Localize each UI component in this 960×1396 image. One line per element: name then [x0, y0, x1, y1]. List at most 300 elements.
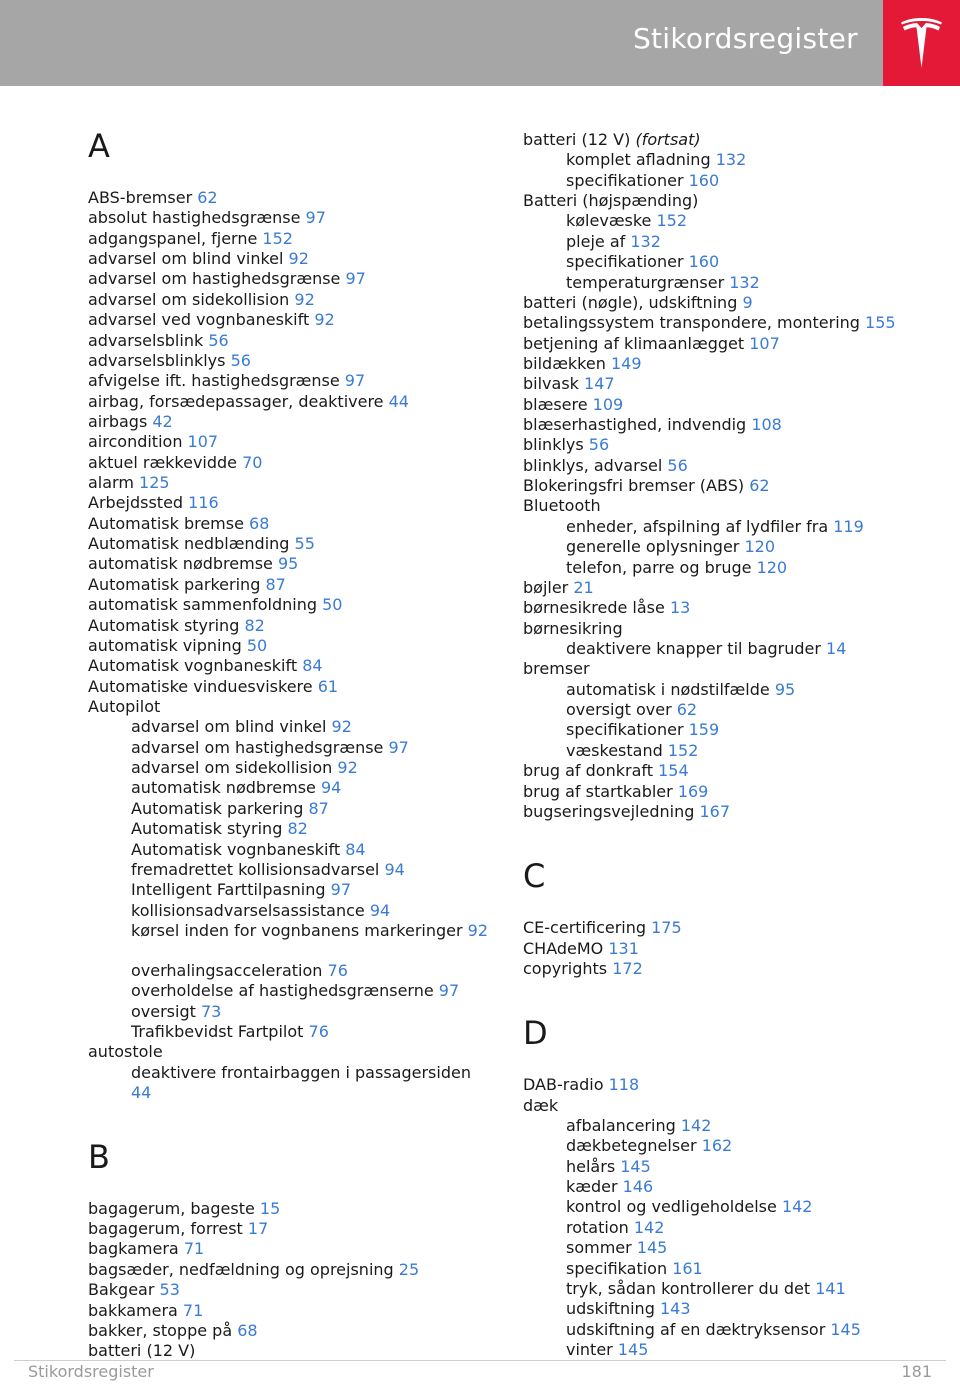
index-subentry — [131, 860, 405, 880]
page-reference-link[interactable]: 61 — [317, 676, 339, 696]
index-term: advarsel om hastighedsgrænse — [131, 737, 384, 757]
index-term: afvigelse ift. hastighedsgrænse — [88, 371, 340, 391]
index-entry — [523, 496, 601, 516]
index-term: automatisk nødbremse — [131, 778, 316, 798]
page-reference-link[interactable]: 142 — [633, 1217, 665, 1237]
page-reference-link[interactable]: 53 — [159, 1280, 180, 1300]
page-reference-link[interactable]: 62 — [676, 700, 698, 720]
index-entry — [523, 476, 770, 496]
index-term: afbalancering — [566, 1116, 676, 1136]
page-reference-link[interactable]: 13 — [669, 598, 691, 618]
index-term: Intelligent Farttilpasning — [131, 880, 326, 900]
index-term: væskestand — [566, 740, 663, 760]
index-term: Batteri (højspænding) — [523, 191, 699, 211]
index-term: dækbetegnelser — [566, 1136, 697, 1156]
index-term: specifikationer — [566, 720, 684, 740]
page-reference-link[interactable]: 125 — [139, 473, 170, 493]
index-term: Automatiske vinduesviskere — [88, 676, 313, 696]
page-reference-link[interactable]: 154 — [658, 761, 689, 781]
index-entry — [88, 1260, 419, 1280]
index-entry — [88, 534, 315, 554]
index-term: CHAdeMO — [523, 938, 604, 958]
index-entry — [88, 208, 326, 228]
index-term: bagagerum, forrest — [88, 1219, 243, 1239]
index-term: blæserhastighed, indvendig — [523, 415, 747, 435]
index-term: batteri (nøgle), udskiftning — [523, 292, 738, 312]
index-entry — [523, 1075, 639, 1095]
index-term: Automatisk vognbaneskift — [131, 839, 341, 859]
index-entry — [523, 782, 708, 802]
index-term: adgangspanel, fjerne — [88, 228, 258, 248]
index-subentry — [566, 1340, 648, 1360]
index-subentry — [566, 150, 746, 170]
index-entry — [88, 514, 269, 534]
page-reference-link[interactable]: 92 — [331, 717, 352, 737]
index-subentry — [566, 252, 719, 272]
index-entry — [88, 371, 365, 391]
page-reference-link[interactable]: 131 — [608, 938, 639, 958]
page-reference-link[interactable]: 152 — [656, 211, 688, 231]
page-reference-link[interactable]: 9 — [742, 292, 753, 312]
page-reference-link[interactable]: 92 — [467, 920, 489, 940]
index-subentry — [131, 1002, 221, 1022]
page-reference-link[interactable]: 92 — [337, 758, 358, 778]
index-term: airbag, forsædepassager, deaktivere — [88, 391, 384, 411]
footer-page-number: 181 — [901, 1362, 932, 1381]
index-term: copyrights — [523, 958, 608, 978]
tesla-logo-icon — [899, 14, 944, 70]
footer-divider — [14, 1360, 946, 1361]
index-entry — [523, 959, 643, 979]
page-reference-link[interactable]: 159 — [688, 720, 720, 740]
index-subentry — [566, 171, 719, 191]
index-term: temperaturgrænser — [566, 272, 725, 292]
index-entry — [88, 392, 409, 412]
index-term: Arbejdssted — [88, 493, 184, 513]
index-subentry — [566, 1197, 812, 1217]
index-entry — [88, 331, 229, 351]
index-letter-heading: C — [523, 857, 546, 896]
page-reference-link[interactable]: 119 — [833, 516, 864, 536]
page-reference-link[interactable]: 146 — [622, 1177, 654, 1197]
index-entry — [88, 1199, 280, 1219]
index-entry — [523, 761, 689, 781]
page-reference-link[interactable]: 44 — [388, 391, 409, 411]
index-term: fremadrettet kollisionsadvarsel — [131, 859, 380, 879]
index-term: absolut hastighedsgrænse — [88, 208, 301, 228]
index-subentry — [566, 639, 846, 659]
index-entry — [88, 249, 309, 269]
index-term: vinter — [566, 1340, 613, 1359]
index-letter-heading: A — [88, 127, 110, 165]
index-subentry — [566, 1320, 861, 1340]
index-term: tryk, sådan kontrollerer du det — [566, 1278, 811, 1298]
index-entry — [523, 435, 609, 455]
index-entry — [523, 802, 730, 822]
page-reference-link[interactable]: 107 — [187, 432, 219, 452]
brand-logo — [883, 0, 960, 86]
index-term: bilvask — [523, 374, 579, 394]
page-reference-link[interactable]: 132 — [715, 150, 747, 170]
index-term: dæk — [523, 1095, 559, 1115]
page-reference-link[interactable]: 160 — [688, 252, 720, 272]
index-entry — [523, 191, 698, 211]
index-term: kørsel inden for vognbanens markeringer — [131, 920, 463, 940]
index-subentry — [566, 558, 787, 578]
index-subentry — [566, 680, 795, 700]
page-reference-link[interactable]: 68 — [237, 1320, 258, 1340]
index-entry — [523, 456, 688, 476]
index-term: Automatisk nedblænding — [88, 534, 290, 554]
page-reference-link[interactable]: 25 — [398, 1259, 420, 1279]
index-term: bugseringsvejledning — [523, 801, 695, 821]
index-term: advarsel om blind vinkel — [131, 717, 327, 737]
page-reference-link[interactable]: 56 — [208, 330, 229, 350]
index-term: automatisk i nødstilfælde — [566, 679, 770, 699]
index-term: advarsel om hastighedsgrænse — [88, 269, 341, 289]
page-reference-link[interactable]: 94 — [320, 778, 342, 798]
index-subentry — [566, 1136, 732, 1156]
index-term: Automatisk bremse — [88, 513, 244, 533]
index-subentry — [131, 840, 366, 860]
page-reference-link[interactable]: 84 — [302, 656, 323, 676]
index-entry — [523, 374, 615, 394]
index-entry — [88, 595, 342, 615]
index-entry — [88, 351, 251, 371]
index-entry — [523, 939, 639, 959]
page-reference-link[interactable]: 56 — [667, 455, 688, 475]
page-reference-link[interactable]: 50 — [246, 635, 268, 655]
page-reference-link[interactable]: 76 — [327, 960, 348, 980]
index-subentry — [566, 1218, 664, 1238]
index-term: specifikationer — [566, 252, 684, 272]
page-reference-link[interactable]: 152 — [667, 740, 699, 760]
index-term: telefon, parre og bruge — [566, 557, 752, 577]
index-entry — [88, 636, 267, 656]
page-reference-link[interactable]: 147 — [584, 374, 615, 394]
index-term: autostole — [88, 1042, 163, 1062]
index-entry — [523, 619, 623, 639]
page-reference-link[interactable]: 169 — [677, 781, 709, 801]
page-reference-link[interactable]: 142 — [781, 1197, 813, 1217]
page-reference-link[interactable]: 107 — [749, 333, 780, 353]
page-reference-link[interactable]: 97 — [438, 981, 460, 1001]
index-term: airbags — [88, 411, 148, 431]
index-subentry — [131, 880, 351, 900]
index-term: advarselsblink — [88, 330, 204, 350]
index-term: bakkamera — [88, 1300, 178, 1320]
index-term: blinklys — [523, 435, 584, 455]
index-subentry — [131, 758, 358, 778]
index-term: udskiftning — [566, 1299, 655, 1319]
index-term: Bakgear — [88, 1280, 155, 1300]
index-term: overholdelse af hastighedsgrænserne — [131, 981, 434, 1001]
index-term: kollisionsadvarselsassistance — [131, 900, 365, 920]
index-entry — [88, 310, 335, 330]
index-entry — [523, 918, 682, 938]
index-term: automatisk vipning — [88, 635, 242, 655]
page-reference-link[interactable]: 21 — [573, 577, 594, 597]
index-subentry — [566, 1279, 846, 1299]
index-term: oversigt over — [566, 700, 672, 720]
page-reference-link[interactable]: 97 — [345, 269, 366, 289]
page-reference-link[interactable]: 145 — [620, 1156, 651, 1176]
page-reference-link[interactable]: 97 — [305, 208, 326, 228]
page-reference-link[interactable]: 145 — [617, 1340, 649, 1359]
page-reference-link[interactable]: 94 — [369, 900, 391, 920]
index-subentry — [131, 799, 329, 819]
index-entry — [88, 473, 170, 493]
page-reference-link[interactable]: 68 — [249, 513, 270, 533]
page-reference-link[interactable]: 108 — [751, 415, 782, 435]
index-term: automatisk sammenfoldning — [88, 595, 318, 615]
page-reference-link[interactable]: 56 — [588, 435, 610, 455]
page-reference-link[interactable]: 92 — [314, 310, 335, 330]
index-subentry — [131, 961, 348, 981]
index-term: bildækken — [523, 353, 606, 373]
index-subentry — [131, 921, 491, 941]
index-term: kølevæske — [566, 211, 652, 231]
page-reference-link[interactable]: 95 — [774, 679, 796, 699]
page-reference-link[interactable]: 152 — [262, 228, 293, 248]
index-entry — [523, 293, 753, 313]
index-entry — [88, 1219, 268, 1239]
index-letter-heading: D — [523, 1014, 548, 1053]
index-entry — [88, 432, 218, 452]
index-entry — [523, 130, 701, 150]
index-term: specifikationer — [566, 170, 684, 190]
index-term: Autopilot — [88, 697, 161, 716]
index-entry — [88, 453, 262, 473]
page-reference-link[interactable]: 120 — [744, 537, 776, 557]
page-reference-link[interactable]: 172 — [612, 958, 643, 978]
page-reference-link[interactable]: 82 — [287, 819, 308, 839]
index-subentry — [566, 1299, 691, 1319]
page-reference-link[interactable]: 167 — [699, 801, 731, 821]
page-reference-link[interactable]: 97 — [388, 737, 409, 757]
index-entry — [88, 493, 219, 513]
page-reference-link[interactable]: 145 — [830, 1319, 861, 1339]
page-reference-link[interactable]: 71 — [183, 1239, 205, 1259]
index-term: batteri (12 V) — [523, 130, 631, 149]
index-term: brug af donkraft — [523, 761, 653, 781]
index-term: aktuel rækkevidde — [88, 452, 238, 472]
continued-note: (fortsat) — [635, 130, 701, 149]
page-reference-link[interactable]: 70 — [242, 452, 263, 472]
page-reference-link[interactable]: 73 — [200, 1001, 222, 1021]
page-reference-link[interactable]: 132 — [729, 272, 760, 292]
index-term: bakker, stoppe på — [88, 1320, 233, 1340]
page-reference-link[interactable]: 62 — [749, 476, 770, 496]
page-reference-link[interactable]: 17 — [247, 1219, 269, 1239]
index-term: CE-certificering — [523, 918, 647, 938]
index-term: Automatisk vognbaneskift — [88, 656, 298, 676]
page-reference-link[interactable]: 14 — [826, 639, 847, 658]
index-term: børnesikring — [523, 618, 623, 638]
page-reference-link[interactable]: 145 — [636, 1238, 668, 1258]
page-reference-link[interactable]: 162 — [701, 1136, 733, 1156]
index-subentry — [566, 1157, 651, 1177]
page-reference-link[interactable]: 82 — [244, 615, 265, 635]
index-subentry — [131, 819, 308, 839]
index-entry — [88, 616, 265, 636]
index-term: Automatisk styring — [88, 615, 240, 635]
index-term: blinklys, advarsel — [523, 455, 663, 475]
page-header — [0, 0, 960, 86]
index-entry — [523, 395, 623, 415]
index-term: kontrol og vedligeholdelse — [566, 1197, 777, 1217]
index-entry — [88, 1042, 163, 1062]
index-entry — [88, 1239, 204, 1259]
page-reference-link[interactable]: 87 — [308, 798, 329, 818]
page-reference-link[interactable]: 141 — [815, 1278, 846, 1298]
index-term: Automatisk parkering — [131, 798, 304, 818]
index-letter-heading: B — [88, 1137, 110, 1176]
index-term: komplet afladning — [566, 150, 711, 170]
index-term: bøjler — [523, 577, 569, 597]
index-term: sommer — [566, 1238, 632, 1258]
page-reference-link[interactable]: 44 — [131, 1082, 152, 1102]
index-term: betalingssystem transpondere, montering — [523, 313, 860, 333]
index-subentry — [566, 211, 687, 231]
index-term: specifikation — [566, 1258, 668, 1278]
index-subentry — [566, 537, 775, 557]
index-subentry — [131, 1063, 491, 1103]
index-term: enheder, afspilning af lydfiler fra — [566, 516, 829, 536]
index-term: alarm — [88, 473, 134, 493]
index-subentry — [131, 738, 409, 758]
page-reference-link[interactable]: 97 — [330, 880, 351, 900]
index-term: batteri (12 V) — [88, 1341, 196, 1361]
index-entry — [523, 578, 594, 598]
page-reference-link[interactable]: 55 — [294, 534, 315, 554]
page-reference-link[interactable]: 94 — [384, 859, 405, 879]
index-term: generelle oplysninger — [566, 537, 740, 557]
page-reference-link[interactable]: 116 — [188, 493, 219, 513]
index-entry — [88, 656, 323, 676]
page-reference-link[interactable]: 175 — [651, 918, 682, 938]
page-reference-link[interactable]: 92 — [294, 289, 315, 309]
page-reference-link[interactable]: 15 — [259, 1198, 281, 1218]
page-reference-link[interactable]: 71 — [182, 1300, 204, 1320]
page-reference-link[interactable]: 161 — [672, 1258, 703, 1278]
page-reference-link[interactable]: 149 — [610, 353, 642, 373]
page-reference-link[interactable]: 132 — [630, 231, 661, 251]
index-entry — [88, 697, 160, 717]
index-entry — [523, 1096, 558, 1116]
index-term: ABS-bremser — [88, 188, 193, 207]
index-subentry — [566, 1116, 711, 1136]
index-subentry — [566, 273, 760, 293]
index-entry — [88, 1341, 195, 1361]
index-term: overhalingsacceleration — [131, 960, 323, 980]
page-reference-link[interactable]: 120 — [756, 557, 788, 577]
index-term: bremser — [523, 659, 590, 679]
index-term: bagagerum, bageste — [88, 1198, 255, 1218]
index-entry — [523, 334, 780, 354]
index-subentry — [566, 741, 698, 761]
index-entry — [523, 598, 690, 618]
index-term: advarsel ved vognbaneskift — [88, 310, 310, 330]
index-term: brug af startkabler — [523, 781, 673, 801]
index-term: oversigt — [131, 1001, 196, 1021]
index-subentry — [566, 517, 864, 537]
index-term: deaktivere frontairbaggen i passagersiden — [131, 1062, 471, 1082]
page-reference-link[interactable]: 56 — [230, 350, 251, 370]
index-term: Bluetooth — [523, 496, 601, 516]
index-subentry — [566, 700, 697, 720]
index-term: DAB-radio — [523, 1075, 604, 1095]
index-term: helårs — [566, 1156, 616, 1176]
index-entry — [523, 659, 590, 679]
index-term: advarselsblinklys — [88, 350, 226, 370]
page-reference-link[interactable]: 142 — [680, 1116, 712, 1136]
index-term: børnesikrede låse — [523, 598, 665, 618]
index-entry — [88, 1280, 180, 1300]
index-entry — [88, 229, 293, 249]
page-reference-link[interactable]: 50 — [322, 595, 343, 615]
page-reference-link[interactable]: 95 — [277, 554, 299, 574]
index-entry — [88, 677, 338, 697]
index-entry — [88, 412, 173, 432]
index-term: rotation — [566, 1217, 629, 1237]
index-entry — [88, 1321, 258, 1341]
page-reference-link[interactable]: 97 — [344, 371, 366, 391]
index-entry — [523, 313, 896, 333]
index-term: Blokeringsfri bremser (ABS) — [523, 476, 745, 496]
page-reference-link[interactable]: 42 — [152, 411, 173, 431]
index-entry — [88, 1301, 203, 1321]
page-reference-link[interactable]: 87 — [265, 574, 286, 594]
index-term: automatisk nødbremse — [88, 554, 273, 574]
index-term: bagkamera — [88, 1239, 179, 1259]
index-term: aircondition — [88, 432, 183, 452]
index-subentry — [566, 232, 661, 252]
index-subentry — [566, 720, 719, 740]
page-reference-link[interactable]: 76 — [308, 1022, 329, 1042]
index-subentry — [566, 1259, 703, 1279]
page-reference-link[interactable]: 143 — [659, 1299, 691, 1319]
page-reference-link[interactable]: 62 — [197, 188, 218, 207]
index-entry — [88, 269, 366, 289]
index-subentry — [566, 1238, 667, 1258]
page-reference-link[interactable]: 84 — [345, 839, 366, 859]
page-reference-link[interactable]: 155 — [865, 313, 896, 333]
index-term: advarsel om sidekollision — [131, 758, 333, 778]
index-subentry — [566, 1177, 653, 1197]
index-entry — [523, 354, 642, 374]
page-reference-link[interactable]: 92 — [288, 249, 309, 269]
index-entry — [88, 290, 315, 310]
page-reference-link[interactable]: 109 — [592, 394, 624, 414]
index-entry — [88, 575, 286, 595]
index-entry — [88, 188, 218, 208]
index-term: advarsel om blind vinkel — [88, 249, 284, 269]
page-reference-link[interactable]: 160 — [688, 170, 720, 190]
index-term: udskiftning af en dæktryksensor — [566, 1319, 826, 1339]
index-subentry — [131, 981, 459, 1001]
index-term: bagsæder, nedfældning og oprejsning — [88, 1259, 394, 1279]
index-term: betjening af klimaanlægget — [523, 333, 745, 353]
index-term: pleje af — [566, 231, 626, 251]
index-term: Automatisk parkering — [88, 574, 261, 594]
index-entry — [523, 415, 782, 435]
index-subentry — [131, 778, 341, 798]
index-term: Trafikbevidst Fartpilot — [131, 1022, 304, 1042]
page-reference-link[interactable]: 118 — [608, 1075, 640, 1095]
index-entry — [88, 554, 298, 574]
index-term: Automatisk styring — [131, 819, 283, 839]
